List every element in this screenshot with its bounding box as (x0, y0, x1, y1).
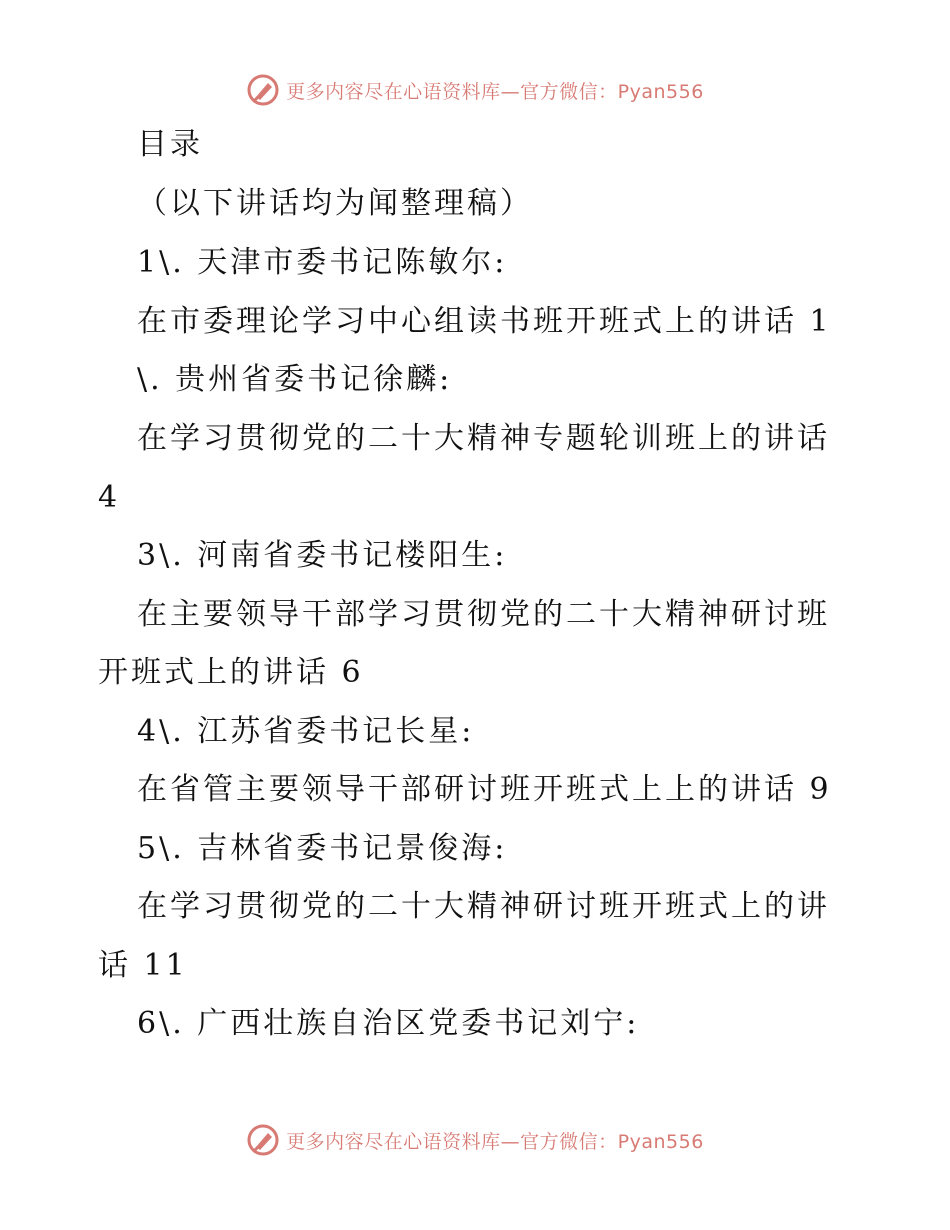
toc-line: 3\. 河南省委书记楼阳生: (137, 538, 508, 573)
toc-line: 6\. 广西壮族自治区党委书记刘宁: (137, 1006, 640, 1041)
toc-note: （以下讲话均为闻整理稿） (137, 186, 533, 221)
toc-line: 在主要领导干部学习贯彻党的二十大精神研讨班 (137, 597, 830, 632)
toc-line: 5\. 吉林省委书记景俊海: (137, 831, 508, 866)
toc-line: 话 11 (98, 948, 188, 983)
toc-line: 4 (98, 480, 121, 515)
watermark-footer (0, 1120, 950, 1160)
toc-line: 1\. 天津市委书记陈敏尔: (137, 245, 508, 280)
watermark-text: 更多内容尽在心语资料库—官方微信：Pyan556 (286, 80, 704, 103)
watermark-header (0, 70, 950, 110)
toc-heading: 目录 (137, 127, 203, 162)
watermark-text: 更多内容尽在心语资料库—官方微信：Pyan556 (286, 1130, 704, 1153)
pen-logo-icon (246, 73, 280, 107)
toc-line: 在市委理论学习中心组读书班开班式上的讲话 1 (137, 304, 832, 339)
toc-line: 在省管主要领导干部研讨班开班式上上的讲话 9 (137, 772, 832, 807)
toc-line: 4\. 江苏省委书记长星: (137, 714, 475, 749)
toc-line: 在学习贯彻党的二十大精神专题轮训班上的讲话 (137, 421, 830, 456)
toc-line: 开班式上的讲话 6 (98, 655, 364, 690)
toc-line: \. 贵州省委书记徐麟: (137, 362, 453, 397)
pen-logo-icon (246, 1123, 280, 1157)
toc-line: 在学习贯彻党的二十大精神研讨班开班式上的讲 (137, 889, 830, 924)
